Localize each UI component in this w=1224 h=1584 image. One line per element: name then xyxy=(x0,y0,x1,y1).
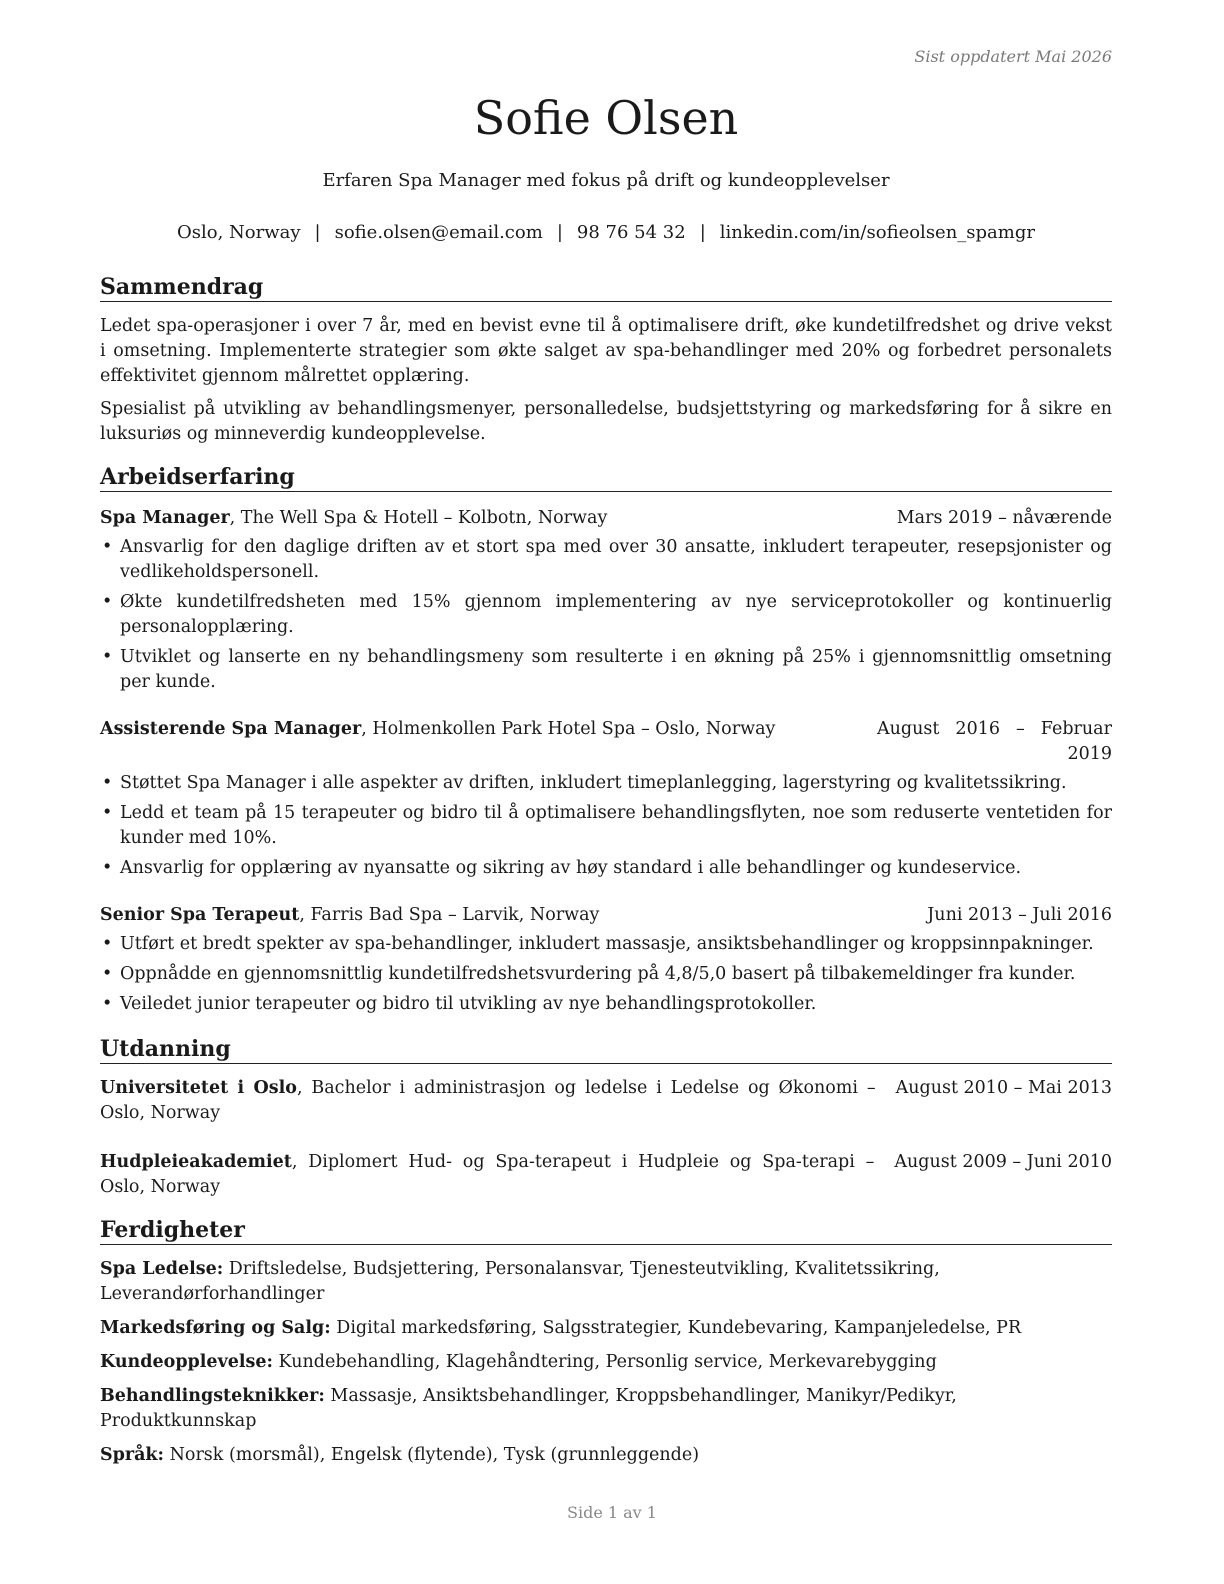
degree-detail: , Diplomert Hud- og Spa-terapeut i Hudpleie og Spa-terapi – Oslo, Norway xyxy=(100,1152,875,1197)
summary-paragraph: Ledet spa-operasjoner i over 7 år, med en bevist evne til å optimalisere drift, øke kundetilfredshet og drive vekst i omsetning. Implementerte strategier som økte salget av spa-behandlinger med 20% og forbedret personalets effektivitet gjennom målrettet opplæring. xyxy=(100,316,1112,386)
skill-value: Driftsledelse, Budsjettering, Personalansvar, Tjenesteutvikling, Kvalitetssikring, Leverandørforhandlinger xyxy=(100,1259,940,1304)
contact-separator: | xyxy=(556,222,563,243)
contact-location: Oslo, Norway xyxy=(176,222,301,243)
job-entry xyxy=(100,903,1112,1017)
job-bullets xyxy=(100,771,1112,881)
contact-line xyxy=(100,220,1112,245)
skill-value: Kundebehandling, Klagehåndtering, Personlig service, Merkevarebygging xyxy=(272,1352,937,1372)
job-role: Assisterende Spa Manager xyxy=(100,719,362,739)
list-item: • Ledd et team på 15 terapeuter og bidro til å optimalisere behandlingsflyten, noe som reduserte ventetiden for kunder med 10%. xyxy=(100,801,1112,851)
summary-section xyxy=(100,273,1112,447)
education-section xyxy=(100,1035,1112,1200)
experience-section xyxy=(100,463,1112,1017)
contact-email[interactable]: sofie.olsen@email.com xyxy=(334,222,543,243)
job-dates: Mars 2019 – nåværende xyxy=(896,508,1112,528)
education-dates: August 2009 – Juni 2010 xyxy=(894,1152,1112,1172)
summary-paragraph: Spesialist på utvikling av behandlingsmenyer, personalledelse, budsjettstyring og markedsføring for å sikre en luksuriøs og minneverdig kundeopplevelse. xyxy=(100,399,1112,444)
list-item: • Økte kundetilfredsheten med 15% gjennom implementering av nye serviceprotokoller og kontinuerlig personalopplæring. xyxy=(100,590,1112,640)
skill-row xyxy=(100,1384,1112,1434)
contact-phone: 98 76 54 32 xyxy=(576,222,686,243)
job-bullets xyxy=(100,535,1112,695)
skill-row xyxy=(100,1443,1112,1468)
contact-separator: | xyxy=(314,222,321,243)
skill-label: Kundeopplevelse: xyxy=(100,1352,273,1372)
skill-row xyxy=(100,1257,1112,1307)
list-item: • Utviklet og lanserte en ny behandlingsmeny som resulterte i en økning på 25% i gjennomsnittlig omsetning per kunde. xyxy=(100,645,1112,695)
list-item: • Veiledet junior terapeuter og bidro til utvikling av nye behandlingsprotokoller. xyxy=(100,992,1112,1017)
contact-separator: | xyxy=(699,222,706,243)
skill-label: Språk: xyxy=(100,1445,165,1465)
section-title: Sammendrag xyxy=(100,273,1112,302)
list-item: • Oppnådde en gjennomsnittlig kundetilfredshetsvurdering på 4,8/5,0 basert på tilbakemeldinger fra kunder. xyxy=(100,962,1112,987)
job-place: , Farris Bad Spa – Larvik, Norway xyxy=(299,905,600,925)
job-dates: August 2016 – Februar 2019 xyxy=(877,719,1112,764)
person-name: Sofie Olsen xyxy=(473,91,739,145)
skill-value: Massasje, Ansiktsbehandlinger, Kroppsbehandlinger, Manikyr/Pedikyr, Produktkunnskap xyxy=(100,1386,957,1431)
skill-label: Markedsføring og Salg: xyxy=(100,1318,331,1338)
education-entry xyxy=(100,1150,1112,1200)
job-role: Senior Spa Terapeut xyxy=(100,905,300,925)
skill-label: Spa Ledelse: xyxy=(100,1259,224,1279)
job-bullets xyxy=(100,932,1112,1017)
skill-label: Behandlingsteknikker: xyxy=(100,1386,325,1406)
school-name: Universitetet i Oslo xyxy=(100,1078,297,1098)
last-updated: Sist oppdatert Mai 2026 xyxy=(914,47,1112,66)
skill-value: Digital markedsføring, Salgsstrategier, Kundebevaring, Kampanjeledelse, PR xyxy=(330,1318,1022,1338)
page-number: Side 1 av 1 xyxy=(567,1503,657,1522)
school-name: Hudpleieakademiet xyxy=(100,1152,292,1172)
list-item: • Ansvarlig for opplæring av nyansatte og sikring av høy standard i alle behandlinger og kundeservice. xyxy=(100,856,1112,881)
skill-row xyxy=(100,1350,1112,1375)
job-role: Spa Manager xyxy=(100,508,230,528)
list-item: • Utført et bredt spekter av spa-behandlinger, inkludert massasje, ansiktsbehandlinger og kroppsinnpakninger. xyxy=(100,932,1112,957)
skills-section xyxy=(100,1216,1112,1468)
section-title: Arbeidserfaring xyxy=(100,463,1112,492)
section-title: Ferdigheter xyxy=(100,1216,1112,1245)
job-dates: Juni 2013 – Juli 2016 xyxy=(927,905,1112,925)
skill-value: Norsk (morsmål), Engelsk (flytende), Tysk (grunnleggende) xyxy=(164,1445,700,1465)
degree-detail: , Bachelor i administrasjon og ledelse i Ledelse og Økonomi – Oslo, Norway xyxy=(100,1078,876,1123)
education-dates: August 2010 – Mai 2013 xyxy=(895,1078,1112,1098)
section-title: Utdanning xyxy=(100,1035,1112,1064)
job-place: , Holmenkollen Park Hotel Spa – Oslo, Norway xyxy=(361,719,776,739)
education-entry xyxy=(100,1076,1112,1126)
contact-linkedin[interactable]: linkedin.com/in/sofieolsen_spamgr xyxy=(719,222,1035,243)
tagline: Erfaren Spa Manager med fokus på drift og kundeopplevelser xyxy=(322,170,890,191)
job-place: , The Well Spa & Hotell – Kolbotn, Norway xyxy=(229,508,608,528)
list-item: • Ansvarlig for den daglige driften av et stort spa med over 30 ansatte, inkludert terapeuter, resepsjonister og vedlikeholdspersonell. xyxy=(100,535,1112,585)
list-item: • Støttet Spa Manager i alle aspekter av driften, inkludert timeplanlegging, lagerstyring og kvalitetssikring. xyxy=(100,771,1112,796)
job-entry xyxy=(100,717,1112,881)
job-entry xyxy=(100,506,1112,695)
skill-row xyxy=(100,1316,1112,1341)
